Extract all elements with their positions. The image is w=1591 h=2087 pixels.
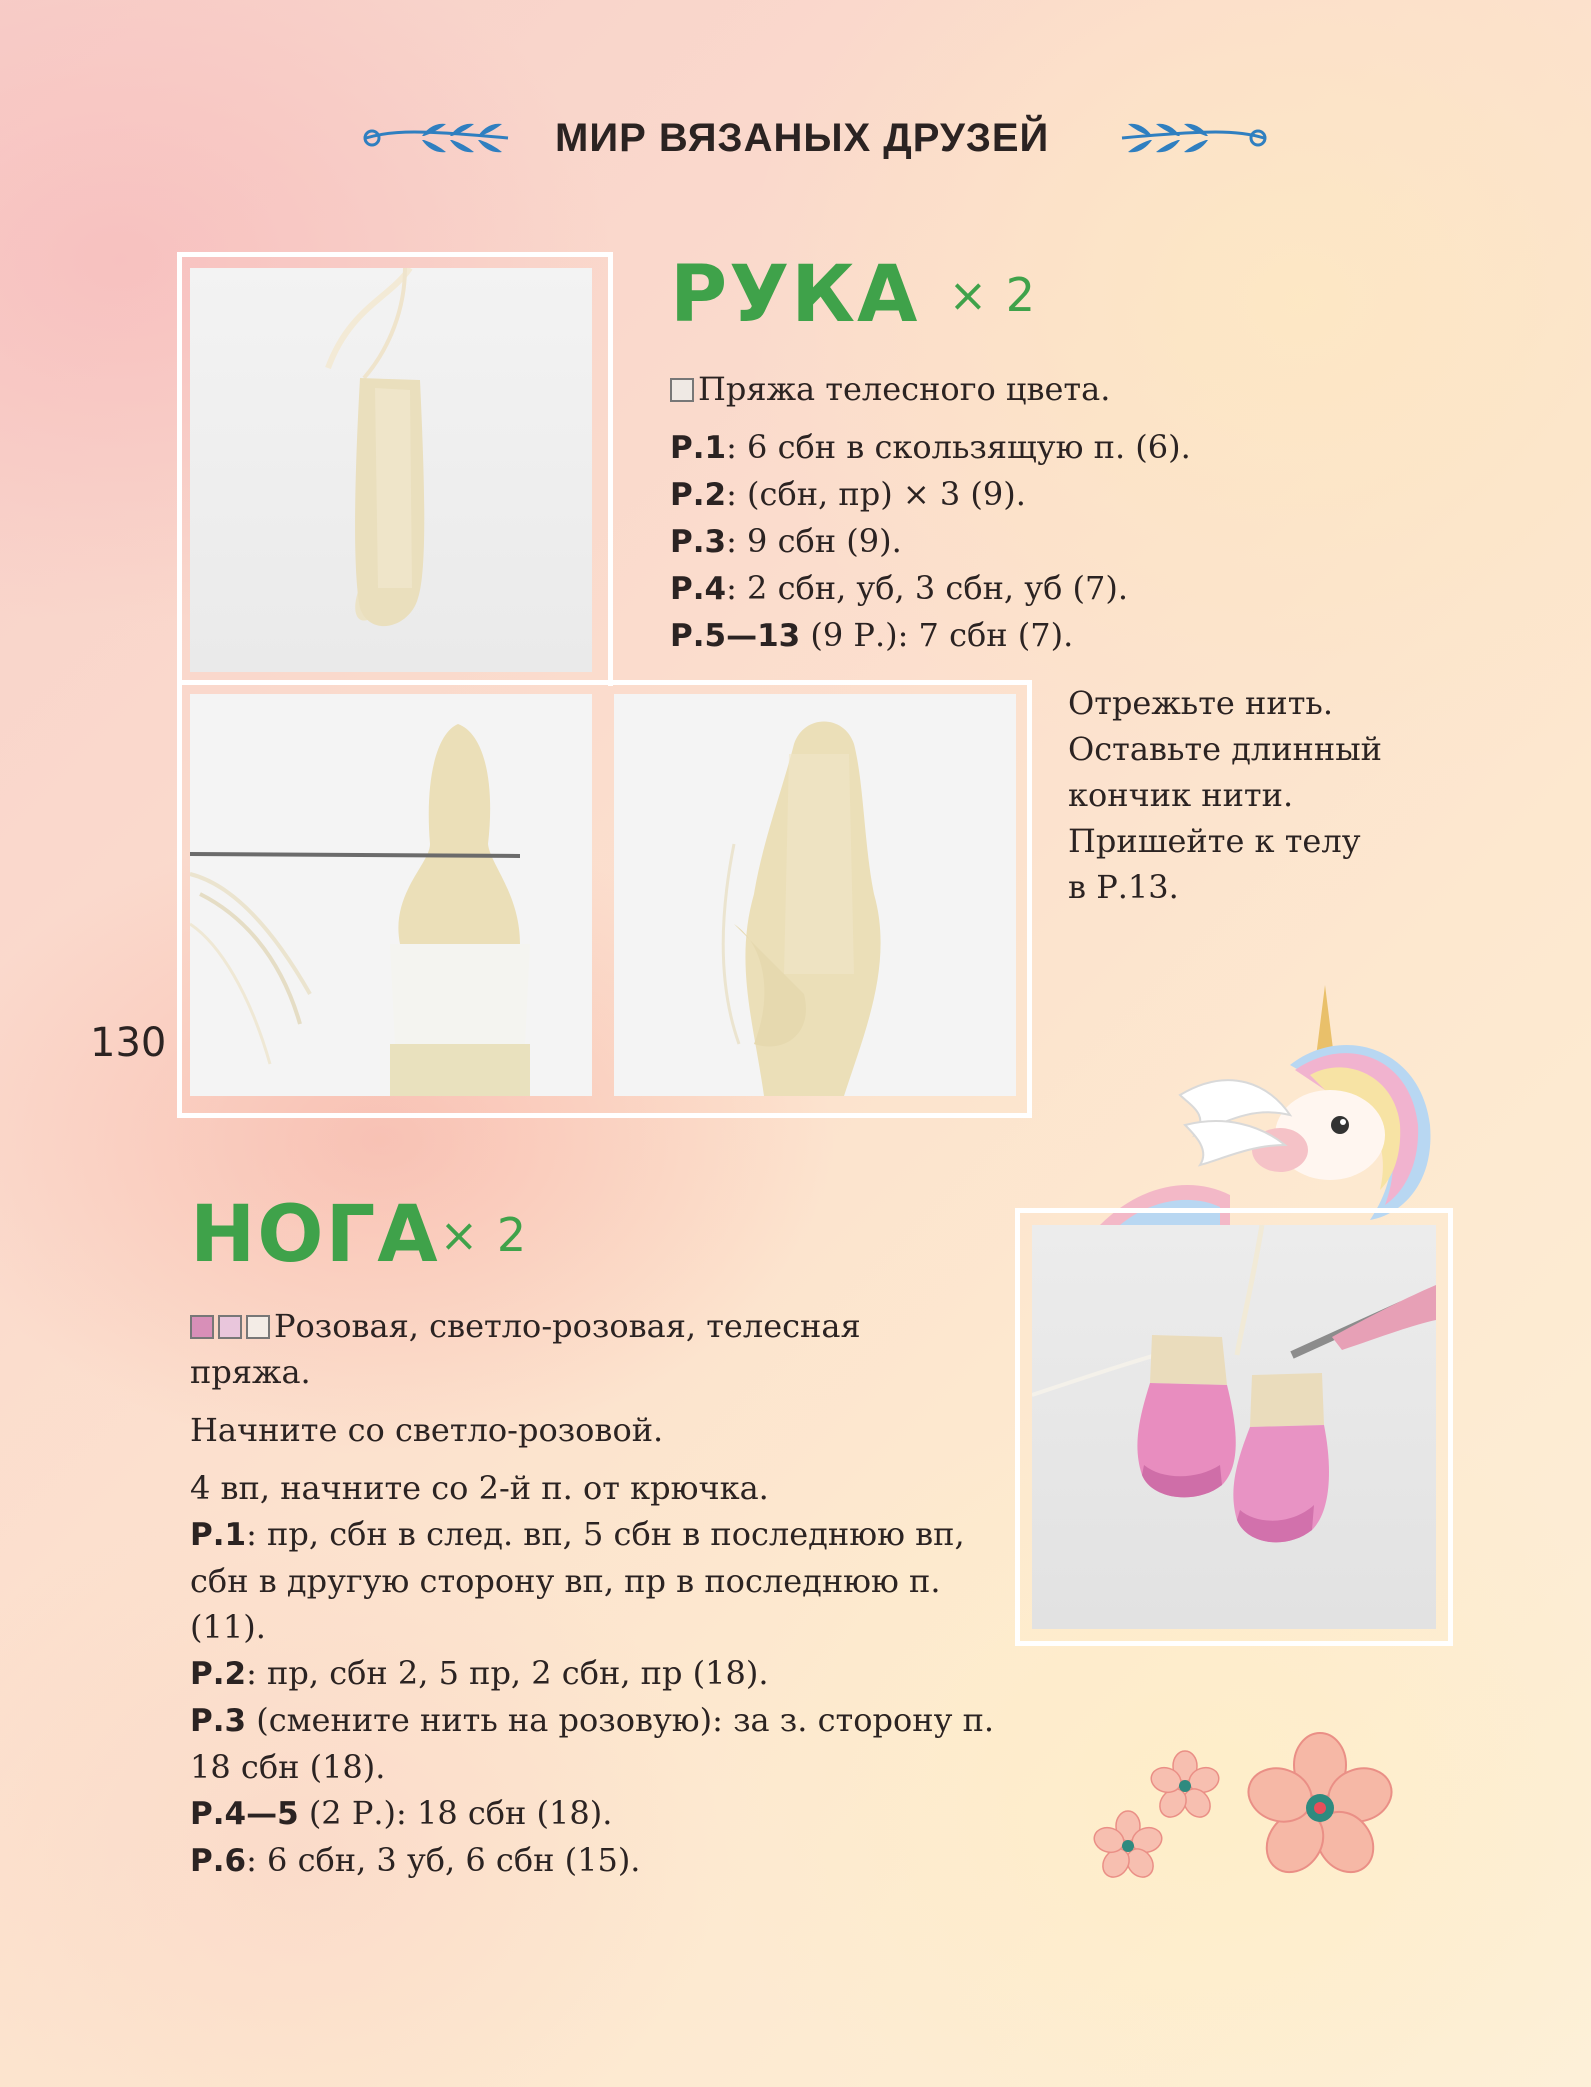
arm-needle-photo <box>190 694 592 1096</box>
leg-intro: 4 вп, начните со 2-й п. от крючка. <box>190 1469 769 1507</box>
leg-row-1b <box>190 1558 994 1604</box>
leg-row-6 <box>190 1837 994 1884</box>
row-label: Р.2 <box>670 477 727 513</box>
row-label: Р.5—13 <box>670 618 801 654</box>
flower-small-icon <box>1093 1810 1163 1880</box>
leg-row-1 <box>190 1511 994 1558</box>
row-text: (9 Р.): 7 сбн (7). <box>800 616 1074 654</box>
arm-row-4 <box>670 565 1191 612</box>
leg-instructions <box>190 1303 994 1884</box>
arm-sewn-photo <box>614 694 1016 1096</box>
arm-row-2 <box>670 471 1191 518</box>
row-text: 18 сбн (18). <box>190 1748 386 1786</box>
row-label: Р.4—5 <box>190 1796 299 1832</box>
arm-instructions <box>670 366 1191 659</box>
arm-row-3 <box>670 518 1191 565</box>
row-text: (смените нить на розовую): за з. сторону п. <box>246 1701 995 1739</box>
arm-piece-photo <box>190 268 592 672</box>
arm-title-word: РУКА <box>670 250 920 340</box>
leg-row-4-5 <box>190 1790 994 1837</box>
row-text: : пр, сбн 2, 5 пр, 2 сбн, пр (18). <box>246 1654 769 1692</box>
leg-title-multiplier: × 2 <box>439 1208 529 1262</box>
row-label: Р.2 <box>190 1656 247 1692</box>
finish-line: Пришейте к телу <box>1068 822 1361 860</box>
yarn-swatch-pink <box>190 1315 214 1339</box>
arm-row-1 <box>670 424 1191 471</box>
arm-section-title <box>670 250 1037 340</box>
leg-pieces-photo <box>1032 1225 1436 1629</box>
yarn-swatch <box>670 378 694 402</box>
row-text: : 9 сбн (9). <box>726 522 902 560</box>
leg-row-3b <box>190 1744 994 1790</box>
arm-finish-instructions <box>1068 680 1382 910</box>
row-text: : 2 сбн, уб, 3 сбн, уб (7). <box>726 569 1129 607</box>
header-title: МИР ВЯЗАНЫХ ДРУЗЕЙ <box>555 116 1050 160</box>
arm-yarn-line <box>670 366 1191 412</box>
row-label: Р.4 <box>670 571 727 607</box>
row-label: Р.6 <box>190 1843 247 1879</box>
row-text: (11). <box>190 1608 266 1646</box>
yarn-swatch-light-pink <box>218 1315 242 1339</box>
leg-row-1c <box>190 1604 994 1650</box>
finish-line: Отрежьте нить. <box>1068 684 1333 722</box>
row-text: : 6 сбн в скользящую п. (6). <box>726 428 1191 466</box>
finish-line: в Р.13. <box>1068 868 1179 906</box>
leg-row-3 <box>190 1697 994 1744</box>
leg-yarn-text: Розовая, светло-розовая, телесная <box>274 1307 861 1345</box>
row-text: (2 Р.): 18 сбн (18). <box>298 1794 613 1832</box>
row-label: Р.3 <box>190 1703 247 1739</box>
yarn-swatch-flesh <box>246 1315 270 1339</box>
arm-title-multiplier: × 2 <box>948 268 1038 322</box>
flower-large-icon <box>1245 1730 1395 1880</box>
arm-row-5 <box>670 612 1191 659</box>
row-text: сбн в другую сторону вп, пр в последнюю п. <box>190 1562 941 1600</box>
leg-start-note: Начните со светло-розовой. <box>190 1411 664 1449</box>
left-branch-ornament-icon <box>362 120 512 156</box>
row-label: Р.1 <box>670 430 727 466</box>
arm-yarn-text: Пряжа телесного цвета. <box>698 370 1111 408</box>
finish-line: Оставьте длинный <box>1068 730 1382 768</box>
row-label: Р.3 <box>670 524 727 560</box>
leg-section-title <box>190 1190 528 1280</box>
leg-row-2 <box>190 1650 994 1697</box>
row-label: Р.1 <box>190 1517 247 1553</box>
page-header <box>0 108 1591 168</box>
finish-line: кончик нити. <box>1068 776 1294 814</box>
page-number: 130 <box>90 1020 167 1066</box>
row-text: : (сбн, пр) × 3 (9). <box>726 475 1026 513</box>
row-text: : пр, сбн в след. вп, 5 сбн в последнюю вп, <box>246 1515 965 1553</box>
leg-title-word: НОГА <box>190 1190 440 1280</box>
leg-yarn-line <box>190 1303 994 1349</box>
row-text: : 6 сбн, 3 уб, 6 сбн (15). <box>246 1841 641 1879</box>
leg-yarn-line-2: пряжа. <box>190 1353 311 1391</box>
right-branch-ornament-icon <box>1118 120 1268 156</box>
unicorn-illustration <box>1100 975 1440 1225</box>
